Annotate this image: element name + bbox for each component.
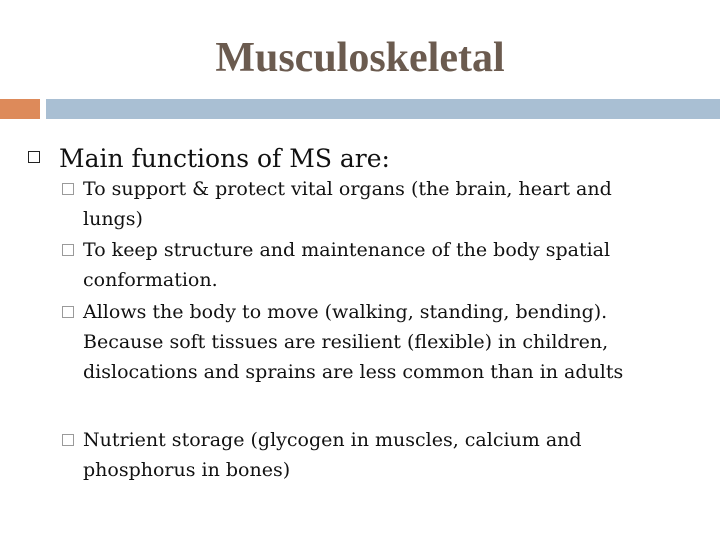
accent-bar-blue xyxy=(46,99,720,119)
square-bullet-icon xyxy=(62,183,74,195)
square-bullet-icon xyxy=(62,306,74,318)
sub-bullet-line: Nutrient storage (glycogen in muscles, calcium and xyxy=(83,429,582,451)
sub-bullet-line: lungs) xyxy=(83,208,143,230)
slide-title: Musculoskeletal xyxy=(215,35,505,81)
sub-bullet-line: dislocations and sprains are less common than in adults xyxy=(83,361,624,383)
sub-bullet-support xyxy=(62,174,672,234)
sub-bullet-movement xyxy=(62,297,672,387)
sub-bullet-line: conformation. xyxy=(83,269,218,291)
square-bullet-icon xyxy=(28,151,40,163)
sub-bullet-line: Allows the body to move (walking, standing, bending). xyxy=(83,301,608,323)
square-bullet-icon xyxy=(62,244,74,256)
sub-bullet-line: To support & protect vital organs (the brain, heart and xyxy=(83,178,612,200)
sub-bullet-line: To keep structure and maintenance of the body spatial xyxy=(83,239,611,261)
accent-bar-orange xyxy=(0,99,40,119)
square-bullet-icon xyxy=(62,434,74,446)
main-bullet-text: Main functions of MS are: xyxy=(59,144,390,173)
sub-bullet-structure xyxy=(62,235,672,295)
sub-bullet-nutrient xyxy=(62,425,672,485)
sub-bullet-line: phosphorus in bones) xyxy=(83,459,291,481)
sub-bullet-line: Because soft tissues are resilient (flexible) in children, xyxy=(83,331,609,353)
